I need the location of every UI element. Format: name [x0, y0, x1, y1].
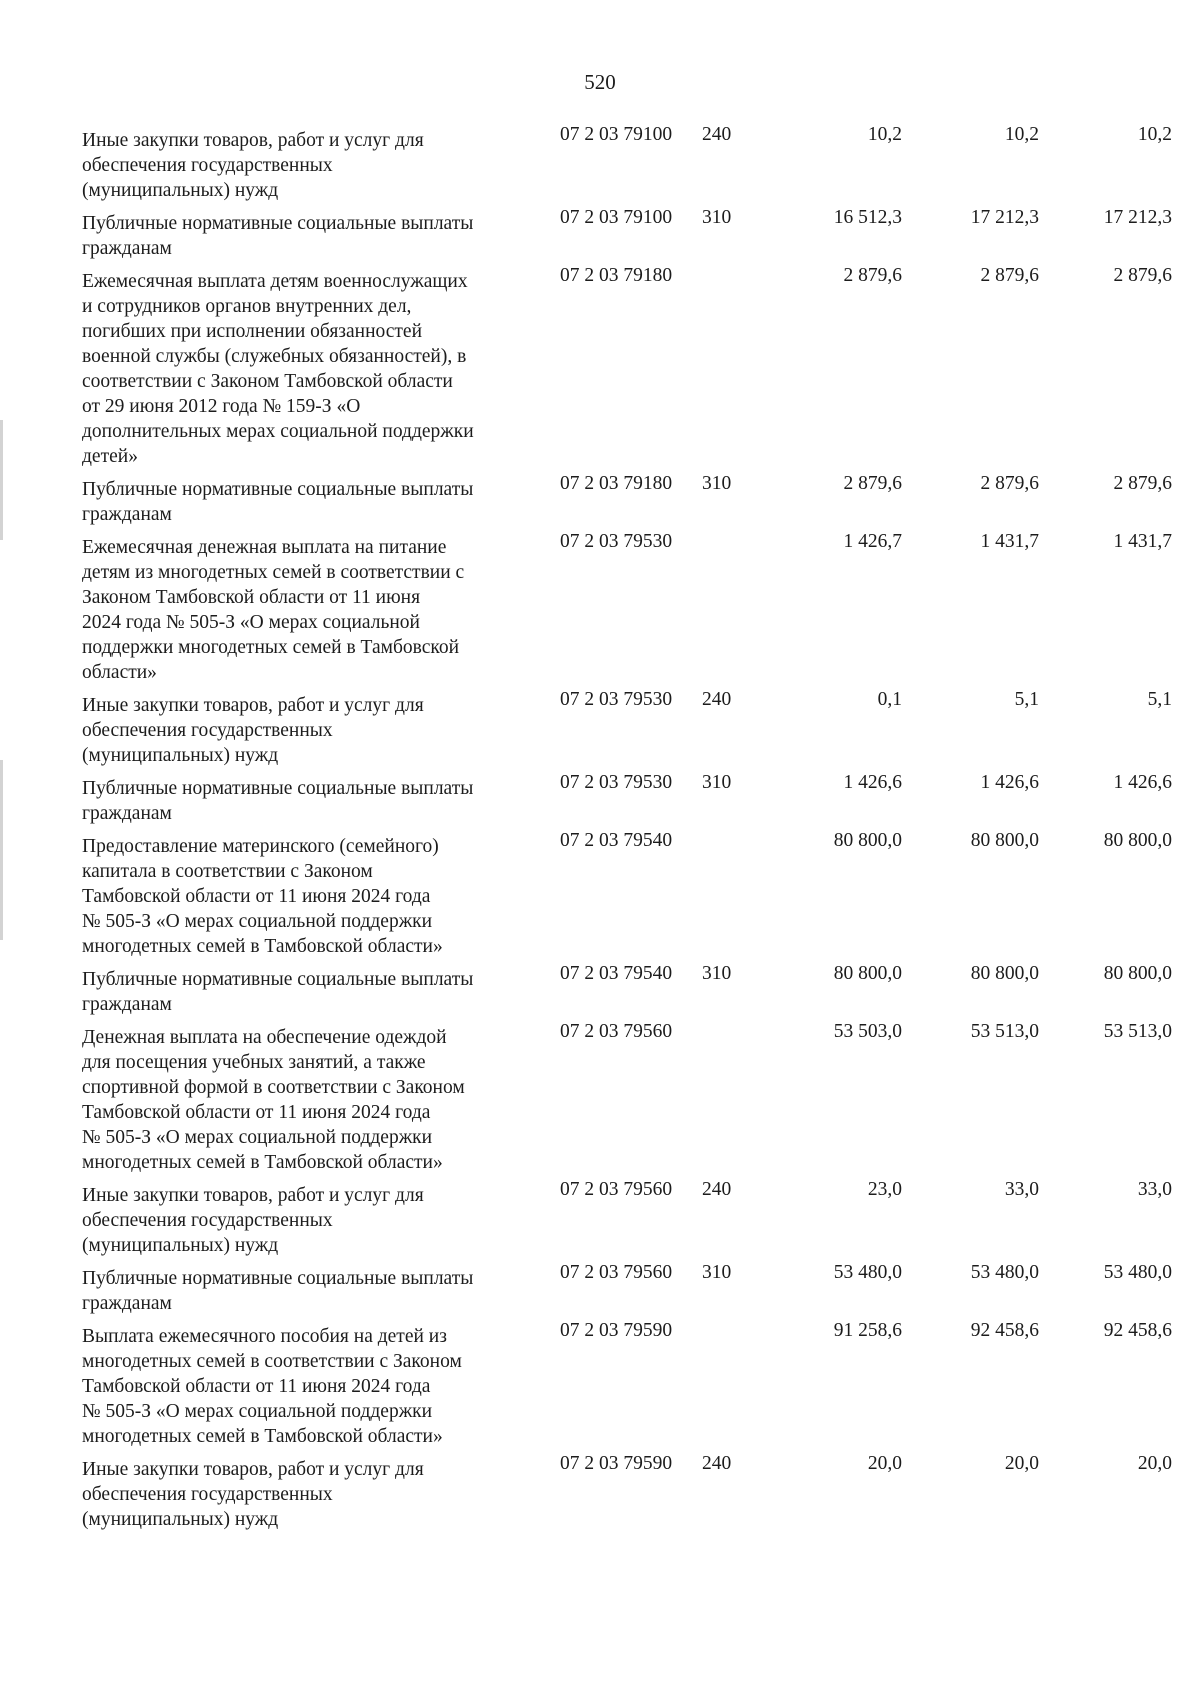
amount-year-1: 16 512,3 — [833, 207, 902, 228]
amount-year-3: 1 431,7 — [1113, 531, 1172, 552]
table-row — [82, 1262, 1172, 1316]
amount-year-2: 1 431,7 — [980, 531, 1039, 552]
table-row — [82, 124, 1172, 203]
amount-year-2: 92 458,6 — [970, 1320, 1039, 1341]
amount-year-3: 80 800,0 — [1103, 963, 1172, 984]
table-row — [82, 830, 1172, 959]
amount-year-3: 2 879,6 — [1113, 473, 1172, 494]
amount-year-2: 33,0 — [1004, 1179, 1039, 1200]
table-row — [82, 207, 1172, 261]
table-row — [82, 1320, 1172, 1449]
table-row — [82, 772, 1172, 826]
target-article-code: 07 2 03 79100 — [560, 124, 673, 145]
target-article-code: 07 2 03 79530 — [560, 531, 673, 552]
expense-type-code: 240 — [702, 1453, 732, 1474]
table-row — [82, 531, 1172, 685]
row-description: Публичные нормативные социальные выплаты гражданам — [82, 778, 474, 824]
amount-year-1: 91 258,6 — [833, 1320, 902, 1341]
row-description: Ежемесячная денежная выплата на питание детям из многодетных семей в соответствии с Законом Тамбовской области от 11 июня 2024 года № 505-З «О мерах социальной поддержки многодетных семей в Тамбовской области» — [82, 537, 465, 683]
scan-edge-mark — [0, 760, 3, 940]
amount-year-3: 80 800,0 — [1103, 830, 1172, 851]
amount-year-2: 53 513,0 — [970, 1021, 1039, 1042]
amount-year-1: 80 800,0 — [833, 963, 902, 984]
table-row — [82, 1453, 1172, 1532]
page-number: 520 — [584, 70, 616, 94]
amount-year-3: 1 426,6 — [1113, 772, 1172, 793]
table-row — [82, 265, 1172, 469]
amount-year-2: 80 800,0 — [970, 830, 1039, 851]
amount-year-2: 5,1 — [1014, 689, 1039, 710]
target-article-code: 07 2 03 79540 — [560, 963, 673, 984]
amount-year-2: 20,0 — [1004, 1453, 1039, 1474]
amount-year-1: 10,2 — [867, 124, 902, 145]
expense-type-code: 240 — [702, 1179, 732, 1200]
target-article-code: 07 2 03 79180 — [560, 265, 673, 286]
row-description: Денежная выплата на обеспечение одеждой для посещения учебных занятий, а также спортивной формой в соответствии с Законом Тамбовской области от 11 июня 2024 года № 505-З «О мерах социальной поддержки многодетных семей в Тамбовской области» — [82, 1027, 465, 1173]
target-article-code: 07 2 03 79530 — [560, 689, 673, 710]
amount-year-2: 10,2 — [1004, 124, 1039, 145]
amount-year-2: 17 212,3 — [970, 207, 1039, 228]
target-article-code: 07 2 03 79530 — [560, 772, 673, 793]
amount-year-1: 53 503,0 — [833, 1021, 902, 1042]
expense-type-code: 310 — [702, 1262, 732, 1283]
row-description: Иные закупки товаров, работ и услуг для обеспечения государственных (муниципальных) нужд — [82, 1459, 424, 1530]
row-description: Выплата ежемесячного пособия на детей из многодетных семей в соответствии с Законом Тамбовской области от 11 июня 2024 года № 505-З «О мерах социальной поддержки многодетных семей в Тамбовской области» — [82, 1326, 462, 1447]
table-row — [82, 689, 1172, 768]
expense-type-code: 310 — [702, 207, 732, 228]
row-description: Публичные нормативные социальные выплаты гражданам — [82, 479, 474, 525]
expense-type-code: 310 — [702, 963, 732, 984]
row-description: Публичные нормативные социальные выплаты гражданам — [82, 969, 474, 1015]
amount-year-3: 33,0 — [1137, 1179, 1172, 1200]
expense-type-code: 240 — [702, 124, 732, 145]
amount-year-3: 53 480,0 — [1103, 1262, 1172, 1283]
scan-edge-mark — [0, 420, 3, 540]
amount-year-1: 53 480,0 — [833, 1262, 902, 1283]
amount-year-3: 17 212,3 — [1103, 207, 1172, 228]
expense-type-code: 310 — [702, 473, 732, 494]
budget-table — [82, 124, 1172, 1540]
amount-year-2: 2 879,6 — [980, 473, 1039, 494]
row-description: Публичные нормативные социальные выплаты гражданам — [82, 1268, 474, 1314]
row-description: Ежемесячная выплата детям военнослужащих и сотрудников органов внутренних дел, погибших при исполнении обязанностей военной службы (служебных обязанностей), в соответствии с Законом Тамбовской области от 29 июня 2012 года № 159-З «О дополнительных мерах социальной поддержки детей» — [82, 271, 474, 467]
amount-year-1: 80 800,0 — [833, 830, 902, 851]
amount-year-3: 92 458,6 — [1103, 1320, 1172, 1341]
target-article-code: 07 2 03 79540 — [560, 830, 673, 851]
table-row — [82, 1179, 1172, 1258]
target-article-code: 07 2 03 79560 — [560, 1021, 673, 1042]
amount-year-2: 1 426,6 — [980, 772, 1039, 793]
table-row — [82, 473, 1172, 527]
target-article-code: 07 2 03 79560 — [560, 1262, 673, 1283]
row-description: Иные закупки товаров, работ и услуг для обеспечения государственных (муниципальных) нужд — [82, 130, 424, 201]
amount-year-1: 23,0 — [867, 1179, 902, 1200]
row-description: Публичные нормативные социальные выплаты гражданам — [82, 213, 474, 259]
target-article-code: 07 2 03 79590 — [560, 1453, 673, 1474]
row-description: Предоставление материнского (семейного) капитала в соответствии с Законом Тамбовской области от 11 июня 2024 года № 505-З «О мерах социальной поддержки многодетных семей в Тамбовской области» — [82, 836, 443, 957]
amount-year-1: 20,0 — [867, 1453, 902, 1474]
amount-year-1: 2 879,6 — [843, 265, 902, 286]
table-row — [82, 1021, 1172, 1175]
amount-year-2: 53 480,0 — [970, 1262, 1039, 1283]
amount-year-1: 1 426,6 — [843, 772, 902, 793]
amount-year-1: 2 879,6 — [843, 473, 902, 494]
amount-year-3: 10,2 — [1137, 124, 1172, 145]
amount-year-3: 20,0 — [1137, 1453, 1172, 1474]
expense-type-code: 310 — [702, 772, 732, 793]
amount-year-2: 2 879,6 — [980, 265, 1039, 286]
row-description: Иные закупки товаров, работ и услуг для обеспечения государственных (муниципальных) нужд — [82, 1185, 424, 1256]
expense-type-code: 240 — [702, 689, 732, 710]
amount-year-3: 53 513,0 — [1103, 1021, 1172, 1042]
amount-year-1: 1 426,7 — [843, 531, 902, 552]
target-article-code: 07 2 03 79590 — [560, 1320, 673, 1341]
target-article-code: 07 2 03 79560 — [560, 1179, 673, 1200]
amount-year-3: 5,1 — [1147, 689, 1172, 710]
amount-year-3: 2 879,6 — [1113, 265, 1172, 286]
target-article-code: 07 2 03 79100 — [560, 207, 673, 228]
amount-year-1: 0,1 — [877, 689, 902, 710]
row-description: Иные закупки товаров, работ и услуг для обеспечения государственных (муниципальных) нужд — [82, 695, 424, 766]
table-row — [82, 963, 1172, 1017]
target-article-code: 07 2 03 79180 — [560, 473, 673, 494]
amount-year-2: 80 800,0 — [970, 963, 1039, 984]
